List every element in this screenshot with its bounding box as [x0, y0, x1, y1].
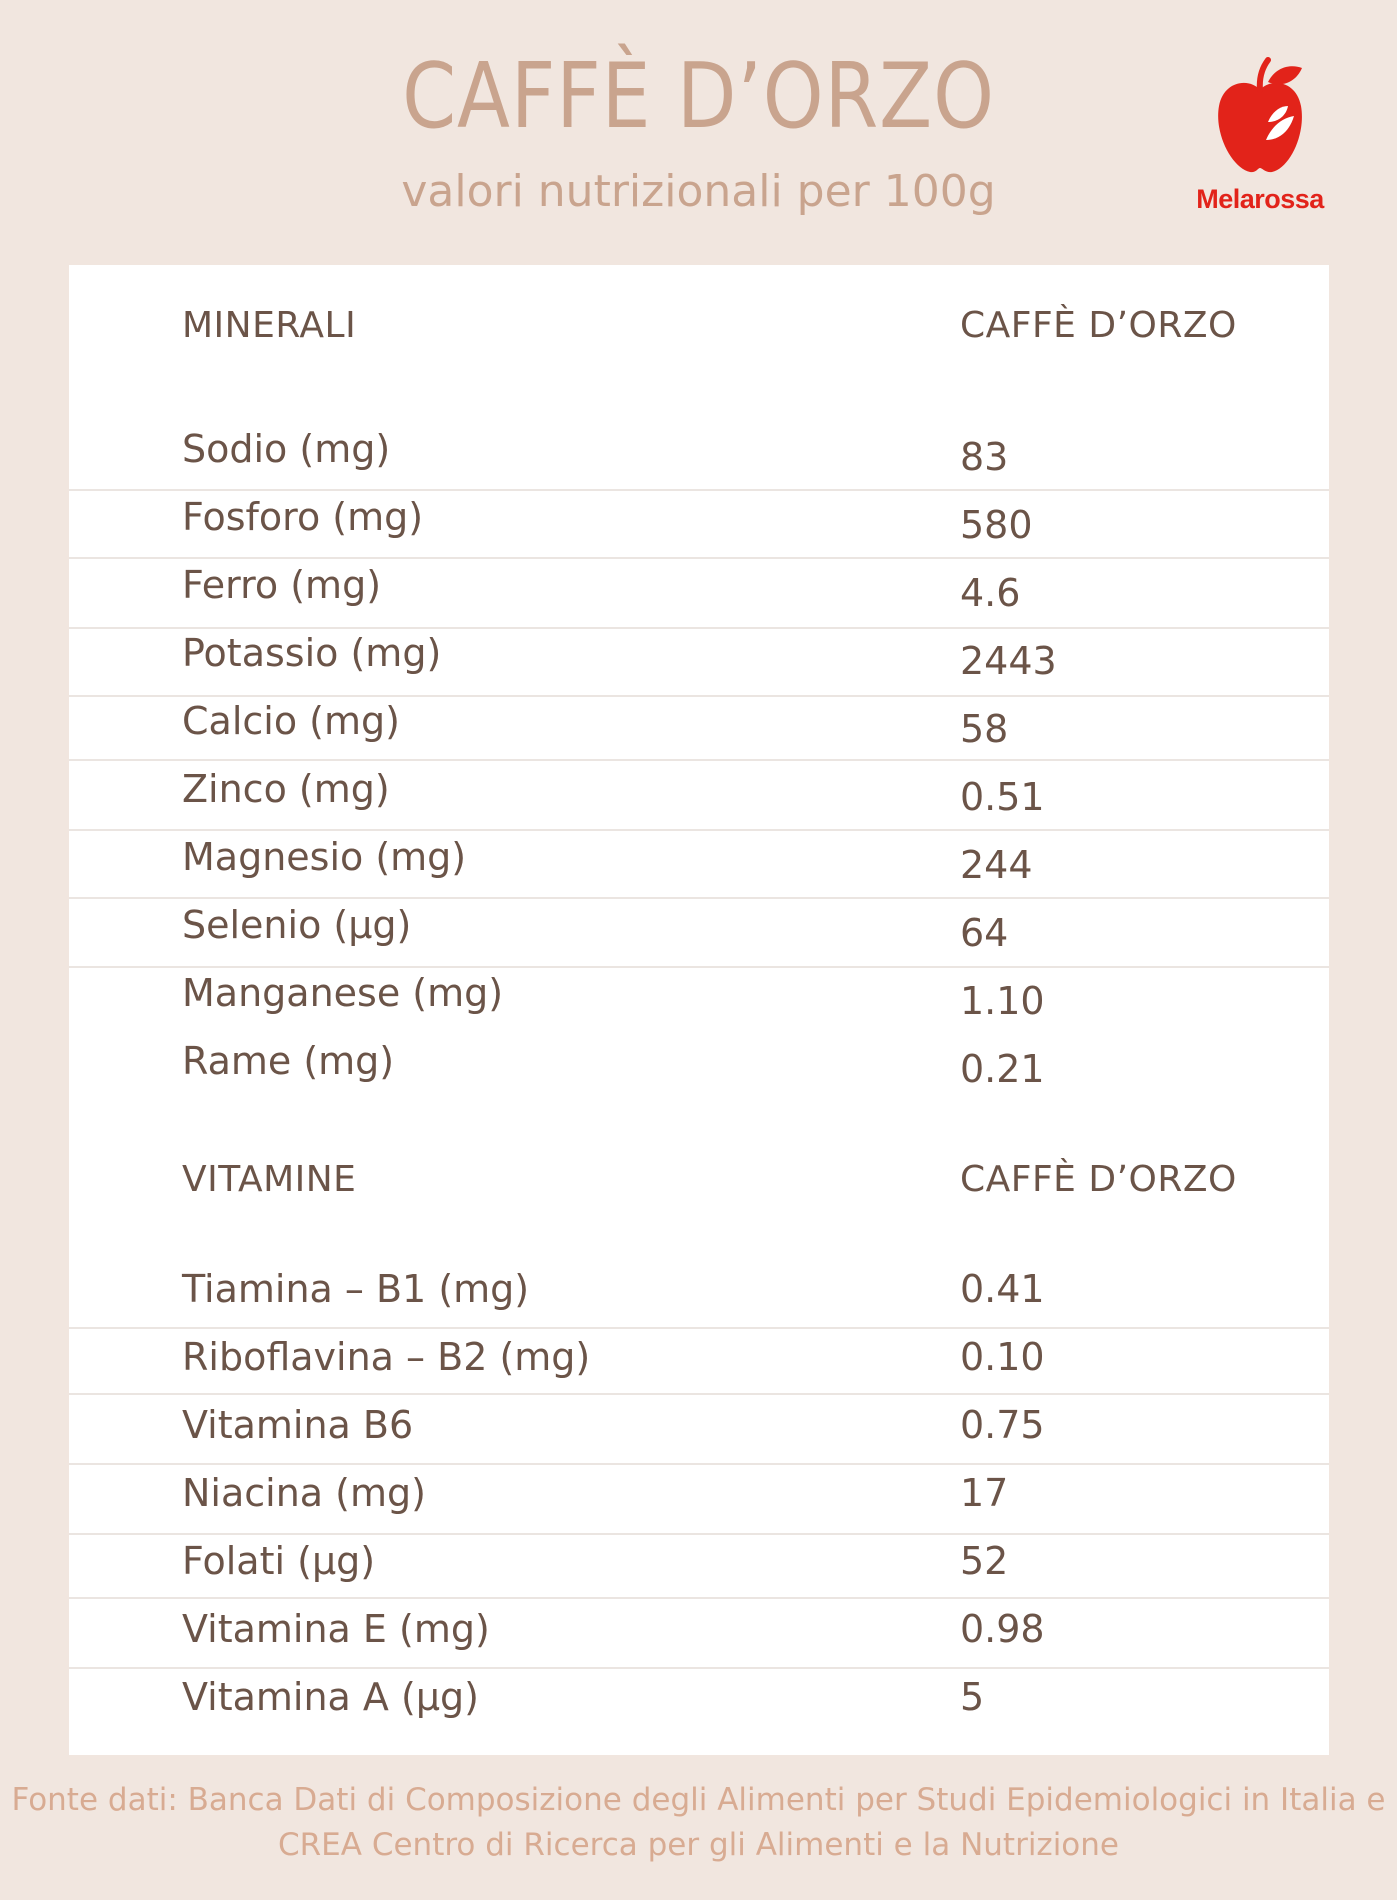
brand-name: Melarossa	[1196, 184, 1324, 214]
row-value: 580	[960, 503, 1033, 547]
row-divider	[69, 1597, 1329, 1599]
row-value: 17	[960, 1471, 1009, 1515]
brand-logo	[1180, 56, 1340, 216]
row-label: Niacina (mg)	[182, 1471, 426, 1515]
row-label: Calcio (mg)	[182, 699, 400, 743]
row-label: Tiamina – B1 (mg)	[182, 1267, 530, 1311]
row-label: Magnesio (mg)	[182, 835, 467, 879]
row-value: 0.75	[960, 1403, 1045, 1447]
row-value: 1.10	[960, 979, 1045, 1023]
row-value: 52	[960, 1539, 1009, 1583]
source-line-1: Fonte dati: Banca Dati di Composizione degli Alimenti per Studi Epidemiologici in Italia e	[11, 1782, 1386, 1818]
apple-icon	[1210, 56, 1310, 181]
row-value: 0.21	[960, 1047, 1045, 1091]
row-value: 244	[960, 843, 1033, 887]
row-value: 4.6	[960, 571, 1021, 615]
row-label: Selenio (µg)	[182, 903, 412, 947]
row-divider	[69, 489, 1329, 491]
vitamins-heading: VITAMINE	[182, 1159, 357, 1200]
row-divider	[69, 1327, 1329, 1329]
source-line-2: CREA Centro di Ricerca per gli Alimenti e la Nutrizione	[278, 1827, 1119, 1863]
source-note	[0, 1778, 1397, 1868]
row-divider	[69, 1667, 1329, 1669]
nutrition-table	[69, 265, 1329, 1755]
row-divider	[69, 966, 1329, 968]
row-divider	[69, 1463, 1329, 1465]
row-label: Sodio (mg)	[182, 427, 391, 471]
row-value: 2443	[960, 639, 1057, 683]
row-label: Ferro (mg)	[182, 563, 382, 607]
minerals-column-heading: CAFFÈ D’ORZO	[960, 305, 1237, 346]
row-value: 0.98	[960, 1607, 1045, 1651]
row-label: Vitamina E (mg)	[182, 1607, 490, 1651]
row-value: 64	[960, 911, 1009, 955]
row-value: 83	[960, 435, 1009, 479]
vitamins-column-heading: CAFFÈ D’ORZO	[960, 1159, 1237, 1200]
row-label: Vitamina B6	[182, 1403, 414, 1447]
row-divider	[69, 695, 1329, 697]
row-label: Potassio (mg)	[182, 631, 442, 675]
row-label: Vitamina A (µg)	[182, 1675, 479, 1719]
page-subtitle: valori nutrizionali per 100g	[401, 166, 996, 217]
row-label: Zinco (mg)	[182, 767, 390, 811]
row-value: 58	[960, 707, 1009, 751]
row-divider	[69, 759, 1329, 761]
row-divider	[69, 1393, 1329, 1395]
row-label: Riboflavina – B2 (mg)	[182, 1335, 591, 1379]
row-divider	[69, 1533, 1329, 1535]
row-label: Rame (mg)	[182, 1039, 395, 1083]
page-title: CAFFÈ D’ORZO	[402, 44, 995, 149]
row-value: 0.41	[960, 1267, 1045, 1311]
row-divider	[69, 829, 1329, 831]
row-divider	[69, 627, 1329, 629]
minerals-heading: MINERALI	[182, 305, 357, 346]
row-value: 0.10	[960, 1335, 1045, 1379]
row-label: Fosforo (mg)	[182, 495, 424, 539]
row-label: Manganese (mg)	[182, 971, 504, 1015]
row-label: Folati (µg)	[182, 1539, 376, 1583]
row-value: 0.51	[960, 775, 1045, 819]
row-value: 5	[960, 1675, 985, 1719]
row-divider	[69, 557, 1329, 559]
row-divider	[69, 897, 1329, 899]
